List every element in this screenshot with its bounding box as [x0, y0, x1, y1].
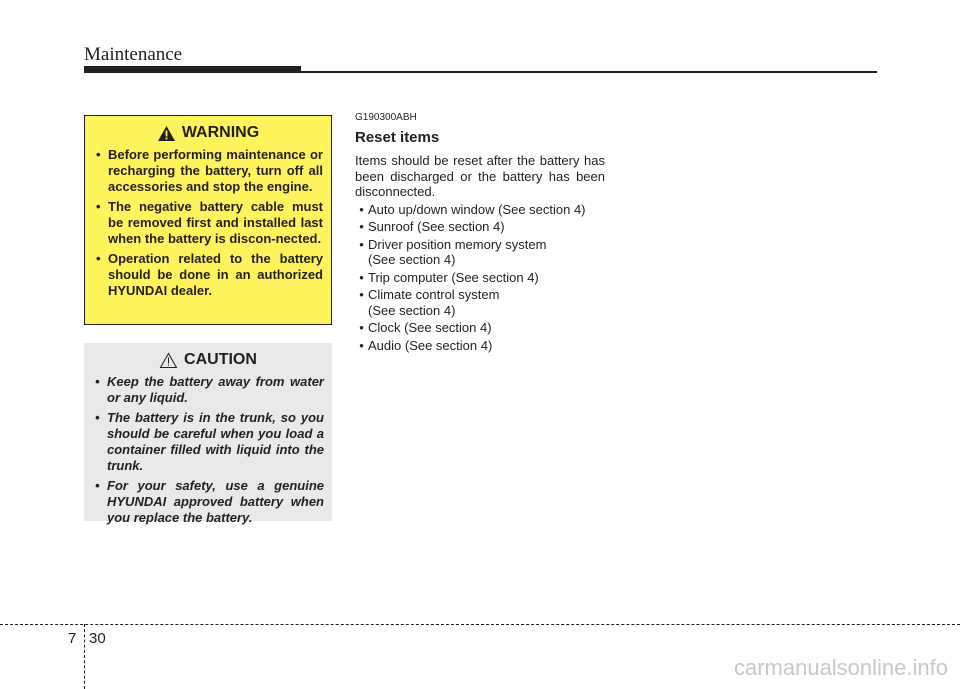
reset-list — [355, 202, 605, 354]
header-bar-thin — [301, 71, 877, 73]
list-item — [355, 219, 605, 235]
footer-divider — [0, 624, 960, 625]
warning-header — [93, 124, 323, 142]
list-item — [355, 338, 605, 354]
bullet: • — [359, 236, 364, 252]
bullet: • — [359, 337, 364, 353]
page-chapter: 7 — [68, 630, 77, 647]
reset-section — [355, 112, 605, 355]
caution-header — [92, 351, 324, 369]
list-item-text: Sunroof (See section 4) — [368, 219, 505, 234]
page-number: 30 — [89, 630, 106, 647]
bullet: • — [359, 287, 364, 302]
list-item-subtext: (See section 4) — [368, 302, 456, 318]
list-item-text: Audio (See section 4) — [368, 337, 493, 353]
bullet: • — [359, 219, 364, 234]
caution-item: • The battery is in the trunk, so you should be careful when you load a container filled with liquid into the trunk. — [92, 410, 324, 474]
bullet: • — [359, 269, 364, 285]
list-item-text: Climate control system — [368, 287, 500, 302]
list-item-subtext: (See section 4) — [368, 252, 456, 267]
list-item — [355, 237, 605, 268]
list-item-text: Clock (See section 4) — [368, 320, 492, 335]
caution-list — [92, 374, 324, 526]
warning-list — [93, 147, 323, 299]
caution-item: • Keep the battery away from water or any liquid. — [92, 374, 324, 406]
list-item — [355, 287, 605, 318]
list-item-text: Driver position memory system — [368, 236, 547, 252]
section-code: G190300ABH — [355, 112, 417, 123]
warning-title: WARNING — [181, 124, 260, 141]
header-title: Maintenance — [84, 44, 183, 65]
list-item-text: Auto up/down window (See section 4) — [368, 201, 586, 217]
warning-item: • Before performing maintenance or recharging the battery, turn off all accessories and stop the engine. — [93, 147, 323, 195]
warning-item: • Operation related to the battery should be done in an authorized HYUNDAI dealer. — [93, 251, 323, 299]
caution-title: CAUTION — [184, 351, 257, 368]
footer-vertical-divider — [84, 624, 85, 689]
warning-box — [84, 115, 332, 325]
section-heading: Reset items — [355, 129, 440, 146]
warning-triangle-icon — [157, 125, 176, 142]
section-intro: Items should be reset after the battery has been discharged or the battery has been disconnected. — [355, 153, 605, 199]
bullet: • — [359, 201, 364, 217]
list-item — [355, 202, 605, 218]
list-item — [355, 320, 605, 336]
caution-item: • For your safety, use a genuine HYUNDAI approved battery when you replace the battery. — [92, 478, 324, 526]
list-item-text: Trip computer (See section 4) — [368, 269, 539, 285]
warning-item: • The negative battery cable must be removed first and installed last when the battery is discon-nected. — [93, 199, 323, 247]
watermark: carmanualsonline.info — [733, 655, 948, 680]
bullet: • — [359, 320, 364, 335]
list-item — [355, 270, 605, 286]
caution-box — [84, 343, 332, 525]
header-bar-thick — [84, 66, 301, 73]
caution-triangle-icon — [159, 352, 178, 369]
